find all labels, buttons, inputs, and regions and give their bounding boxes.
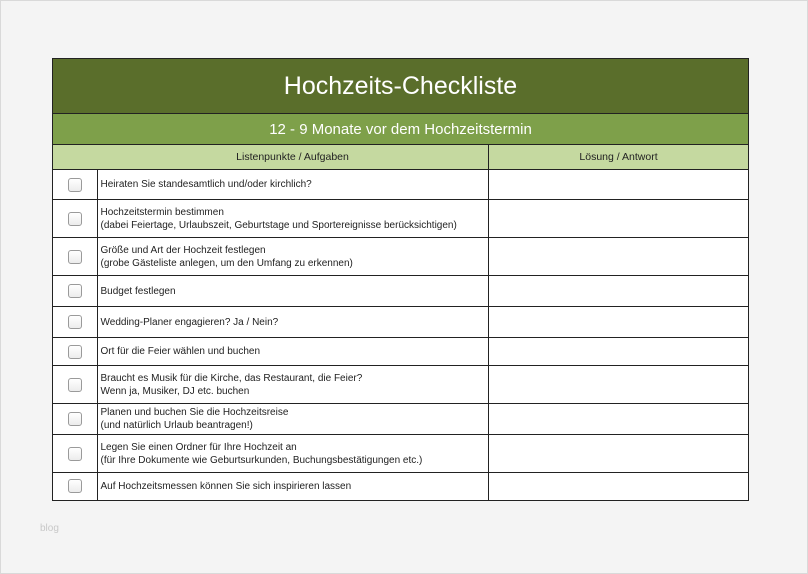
task-checkbox[interactable] xyxy=(68,479,82,493)
task-cell xyxy=(97,276,489,307)
checklist-sheet xyxy=(52,58,749,501)
task-checkbox[interactable] xyxy=(68,315,82,329)
section-subtitle: 12 - 9 Monate vor dem Hochzeitstermin xyxy=(53,114,748,145)
task-cell xyxy=(97,338,489,366)
checkbox-cell xyxy=(53,238,97,276)
task-cell xyxy=(97,238,489,276)
task-text: Budget festlegen xyxy=(100,285,176,297)
task-text: Ort für die Feier wählen und buchen xyxy=(100,346,261,357)
checkbox-column-header xyxy=(53,145,97,170)
table-row xyxy=(53,338,748,366)
task-checkbox[interactable] xyxy=(68,212,82,226)
table-row xyxy=(53,366,748,404)
task-cell xyxy=(97,170,489,200)
tasks-column-header: Listenpunkte / Aufgaben xyxy=(97,145,489,170)
table-header-row xyxy=(53,145,748,170)
page-title: Hochzeits-Checkliste xyxy=(53,59,748,114)
task-cell xyxy=(97,473,489,500)
checklist-rows xyxy=(53,170,748,500)
task-text: Wenn ja, Musiker, DJ etc. buchen xyxy=(100,385,250,397)
checkbox-cell xyxy=(53,404,97,435)
task-text: Wedding-Planer engagieren? Ja / Nein? xyxy=(100,316,279,328)
task-text: Hochzeitstermin bestimmen xyxy=(100,206,224,218)
solution-cell[interactable] xyxy=(489,338,749,366)
task-checkbox[interactable] xyxy=(68,412,82,426)
task-text: (und natürlich Urlaub beantragen!) xyxy=(100,420,253,431)
table-row xyxy=(53,238,748,276)
solution-cell[interactable] xyxy=(489,170,749,200)
solution-cell[interactable] xyxy=(489,200,749,238)
task-cell xyxy=(97,307,489,338)
checkbox-cell xyxy=(53,276,97,307)
task-cell xyxy=(97,435,489,473)
solution-cell[interactable] xyxy=(489,307,749,338)
task-text: (dabei Feiertage, Urlaubszeit, Geburtstage und Sportereignisse berücksichtigen) xyxy=(100,219,457,231)
task-text: Braucht es Musik für die Kirche, das Restaurant, die Feier? xyxy=(100,372,363,384)
task-checkbox[interactable] xyxy=(68,447,82,461)
solution-cell[interactable] xyxy=(489,366,749,404)
task-checkbox[interactable] xyxy=(68,284,82,298)
checkbox-cell xyxy=(53,170,97,200)
table-row xyxy=(53,307,748,338)
task-text: Legen Sie einen Ordner für Ihre Hochzeit an xyxy=(100,441,297,453)
checkbox-cell xyxy=(53,435,97,473)
table-row xyxy=(53,404,748,435)
task-checkbox[interactable] xyxy=(68,378,82,392)
checkbox-cell xyxy=(53,473,97,500)
task-text: (für Ihre Dokumente wie Geburtsurkunden, Buchungsbestätigungen etc.) xyxy=(100,454,423,466)
task-cell xyxy=(97,404,489,435)
checklist-table xyxy=(53,145,748,500)
task-text: Planen und buchen Sie die Hochzeitsreise xyxy=(100,407,289,418)
checkbox-cell xyxy=(53,200,97,238)
task-text: Auf Hochzeitsmessen können Sie sich inspirieren lassen xyxy=(100,480,352,492)
task-checkbox[interactable] xyxy=(68,345,82,359)
task-checkbox[interactable] xyxy=(68,178,82,192)
table-row xyxy=(53,435,748,473)
solution-cell[interactable] xyxy=(489,404,749,435)
checkbox-cell xyxy=(53,338,97,366)
task-cell xyxy=(97,200,489,238)
solution-cell[interactable] xyxy=(489,473,749,500)
table-row xyxy=(53,170,748,200)
solution-cell[interactable] xyxy=(489,238,749,276)
checkbox-cell xyxy=(53,366,97,404)
task-text: (grobe Gästeliste anlegen, um den Umfang zu erkennen) xyxy=(100,257,353,269)
task-text: Größe und Art der Hochzeit festlegen xyxy=(100,244,266,256)
solution-column-header: Lösung / Antwort xyxy=(489,145,749,170)
task-cell xyxy=(97,366,489,404)
checkbox-cell xyxy=(53,307,97,338)
table-row xyxy=(53,200,748,238)
solution-cell[interactable] xyxy=(489,276,749,307)
task-text: Heiraten Sie standesamtlich und/oder kirchlich? xyxy=(100,179,312,190)
table-row xyxy=(53,276,748,307)
table-row xyxy=(53,473,748,500)
solution-cell[interactable] xyxy=(489,435,749,473)
task-checkbox[interactable] xyxy=(68,250,82,264)
watermark: blog xyxy=(40,523,59,534)
